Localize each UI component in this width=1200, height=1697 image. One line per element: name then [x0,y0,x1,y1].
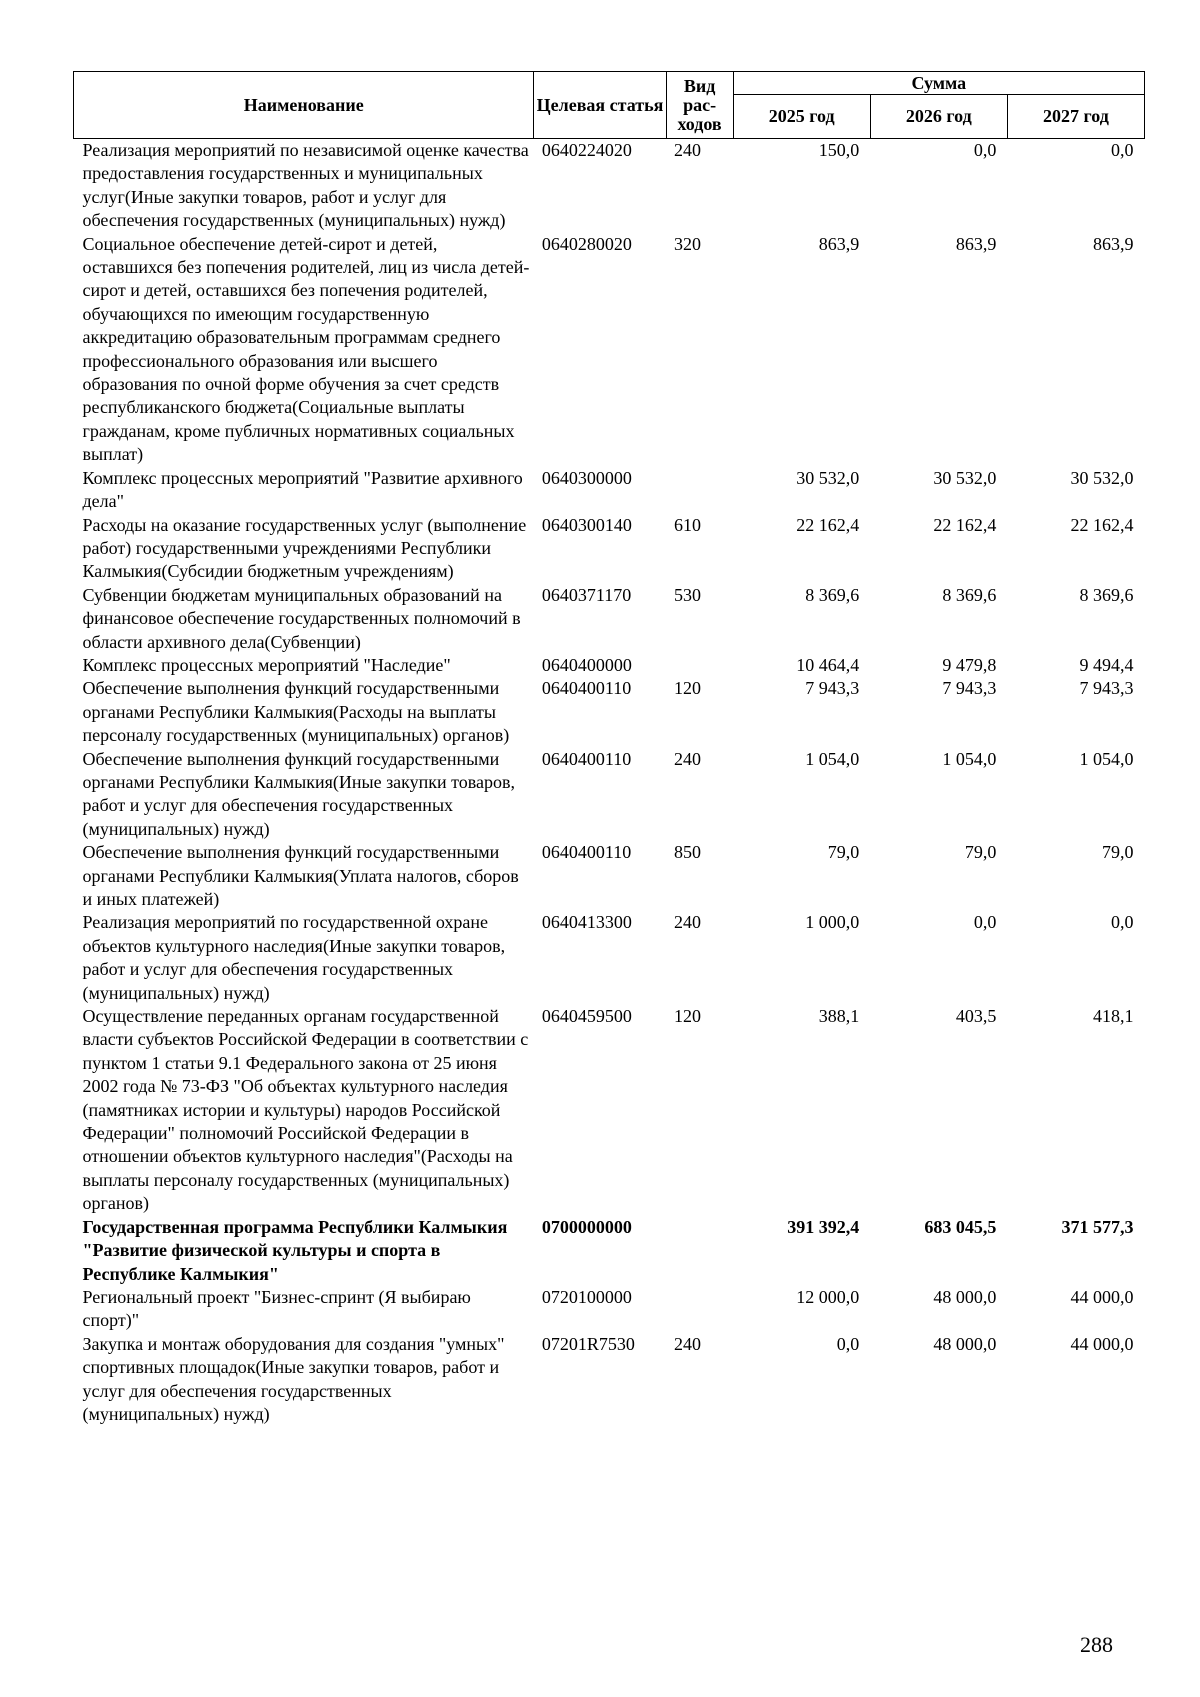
row-sum-2027: 30 532,0 [1070,467,1134,488]
row-sum-2027: 0,0 [1111,140,1134,160]
row-sum-2026: 403,5 [955,1006,997,1027]
row-name: Осуществление переданных органам государственной власти субъектов Российской Федерации в соответствии с пунктом 1 статьи 9.1 Федерального закона от 25 июня 2002 года № 73-ФЗ "Об объектах культурного наследия (памятниках истории и культуры) народов Российской Федерации" полномочий Российской Федерации в отношении объектов культурного наследия"(Расходы на выплаты персоналу государственных (муниципальных) органов) [82,1006,529,1214]
row-sum-2027: 0,0 [1111,912,1134,933]
row-code: 0640280020 [541,233,632,254]
table-header [74,72,1145,139]
row-sum-2026: 48 000,0 [933,1286,997,1307]
row-sum-2026: 0,0 [973,912,997,933]
table-row [74,467,1145,514]
row-sum-2025: 30 532,0 [796,467,860,488]
row-code: 0640371170 [541,584,632,605]
row-sum-2025: 7 943,3 [805,678,860,699]
header-type [666,72,733,139]
row-sum-2026: 7 943,3 [942,678,997,699]
row-sum-2025: 8 369,6 [805,584,860,605]
header-2027: 2027 год [1007,95,1144,139]
row-sum-2026: 79,0 [964,842,997,863]
row-sum-2025: 22 162,4 [796,514,860,535]
header-2025: 2025 год [733,95,870,139]
row-sum-2027: 44 000,0 [1070,1286,1134,1307]
row-type [666,1216,733,1286]
row-sum-2027: 1 054,0 [1079,748,1134,769]
row-code: 0640400110 [541,842,632,863]
row-code: 0700000000 [541,1216,632,1237]
row-type: 320 [674,233,702,254]
row-sum-2027: 79,0 [1102,842,1134,863]
row-name: Обеспечение выполнения функций государственными органами Республики Калмыкия(Расходы на выплаты персоналу государственных (муниципальных) органов) [82,678,510,746]
row-sum-2027: 9 494,4 [1079,654,1134,675]
row-sum-2026: 9 479,8 [942,654,997,675]
row-name: Социальное обеспечение детей-сирот и детей, оставшихся без попечения родителей, лиц из числа детей-сирот и детей, оставшихся без попечения родителей, обучающихся по имеющим государственную аккредитацию образовательным программам среднего профессионального образования или высшего образования по очной форме обучения за счет средств республиканского бюджета(Социальные выплаты гражданам, кроме публичных нормативных социальных выплат) [82,233,530,465]
table-row [74,911,1145,1005]
row-name: Региональный проект "Бизнес-спринт (Я выбираю спорт)" [82,1286,471,1331]
row-type [666,1286,733,1333]
header-type-line2: рас- [683,94,717,115]
table-row [74,841,1145,911]
row-code: 0640300140 [541,514,632,535]
table-row [74,233,1145,467]
table-body [74,139,1145,1427]
row-sum-2026: 48 000,0 [933,1333,997,1354]
row-name: Обеспечение выполнения функций государственными органами Республики Калмыкия(Иные закупки товаров, работ и услуг для обеспечения государственных (муниципальных) нужд) [82,748,516,839]
row-sum-2025: 1 000,0 [805,912,860,933]
header-type-line1: Вид [683,75,716,96]
table-row [74,748,1145,842]
row-type: 120 [674,1006,702,1027]
row-name: Субвенции бюджетам муниципальных образований на финансовое обеспечение государственных полномочий в области архивного дела(Субвенции) [82,584,521,652]
row-name: Комплекс процессных мероприятий "Наследие" [82,654,451,675]
row-name: Комплекс процессных мероприятий "Развитие архивного дела" [82,467,523,512]
row-sum-2027: 863,9 [1093,233,1134,254]
program-row [74,1216,1145,1286]
header-type-line3: ходов [677,113,722,134]
row-name: Закупка и монтаж оборудования для создания "умных" спортивных площадок(Иные закупки товаров, работ и услуг для обеспечения государственных (муниципальных) нужд) [82,1333,505,1424]
table-row [74,584,1145,654]
row-sum-2025: 150,0 [818,140,860,160]
table-row [74,1005,1145,1216]
row-type: 850 [674,842,702,863]
row-type: 530 [674,584,702,605]
row-name: Реализация мероприятий по государственной охране объектов культурного наследия(Иные закупки товаров, работ и услуг для обеспечения государственных (муниципальных) нужд) [82,912,506,1003]
table-row [74,514,1145,584]
table-row [74,139,1145,233]
row-name: Реализация мероприятий по независимой оценке качества предоставления государственных и муниципальных услуг(Иные закупки товаров, работ и услуг для обеспечения государственных (муниципальных) нужд) [82,140,529,231]
row-sum-2026: 30 532,0 [933,467,997,488]
row-sum-2025: 1 054,0 [805,748,860,769]
row-sum-2025: 388,1 [818,1006,860,1027]
row-name: Обеспечение выполнения функций государственными органами Республики Калмыкия(Уплата налогов, сборов и иных платежей) [82,842,519,909]
table-row [74,677,1145,747]
row-sum-2025: 12 000,0 [796,1286,860,1307]
row-type: 240 [674,140,702,160]
row-sum-2026: 863,9 [955,233,997,254]
row-code: 0640224020 [541,140,632,160]
table-row [74,654,1145,677]
table-row [74,1333,1145,1427]
row-code: 0720100000 [541,1286,632,1307]
row-type [666,467,733,514]
row-sum-2025: 863,9 [818,233,860,254]
header-sum: Сумма [733,72,1144,95]
header-name: Наименование [74,72,534,139]
row-type: 240 [674,912,702,933]
row-sum-2026: 683 045,5 [924,1216,997,1237]
row-code: 07201R7530 [541,1333,635,1354]
row-code: 0640413300 [541,912,632,933]
row-sum-2027: 7 943,3 [1079,678,1134,699]
row-type [666,654,733,677]
row-sum-2026: 0,0 [973,140,997,160]
row-sum-2027: 8 369,6 [1079,584,1134,605]
page-number: 288 [1080,1632,1113,1657]
row-type: 120 [674,678,702,699]
table-row [74,1286,1145,1333]
header-2026: 2026 год [870,95,1007,139]
row-code: 0640400000 [541,654,632,675]
row-sum-2027: 371 577,3 [1061,1216,1134,1237]
budget-table [73,71,1145,1426]
row-type: 240 [674,1333,702,1354]
row-sum-2026: 8 369,6 [942,584,997,605]
row-code: 0640300000 [541,467,632,488]
row-sum-2025: 79,0 [827,842,860,863]
row-sum-2027: 22 162,4 [1070,514,1134,535]
row-name: Расходы на оказание государственных услуг (выполнение работ) государственными учреждениями Республики Калмыкия(Субсидии бюджетным учреждениям) [82,514,527,582]
row-sum-2025: 391 392,4 [787,1216,860,1237]
row-name: Государственная программа Республики Калмыкия "Развитие физической культуры и спорта в Республике Калмыкия" [82,1216,508,1284]
row-code: 0640400110 [541,678,632,699]
row-sum-2025: 10 464,4 [796,654,860,675]
row-sum-2026: 22 162,4 [933,514,997,535]
row-sum-2026: 1 054,0 [942,748,997,769]
row-sum-2025: 0,0 [836,1333,860,1354]
header-code: Целевая статья [534,72,666,139]
row-code: 0640459500 [541,1006,632,1027]
row-code: 0640400110 [541,748,632,769]
row-sum-2027: 418,1 [1093,1006,1134,1027]
row-sum-2027: 44 000,0 [1070,1333,1134,1354]
row-type: 610 [674,514,702,535]
row-type: 240 [674,748,702,769]
